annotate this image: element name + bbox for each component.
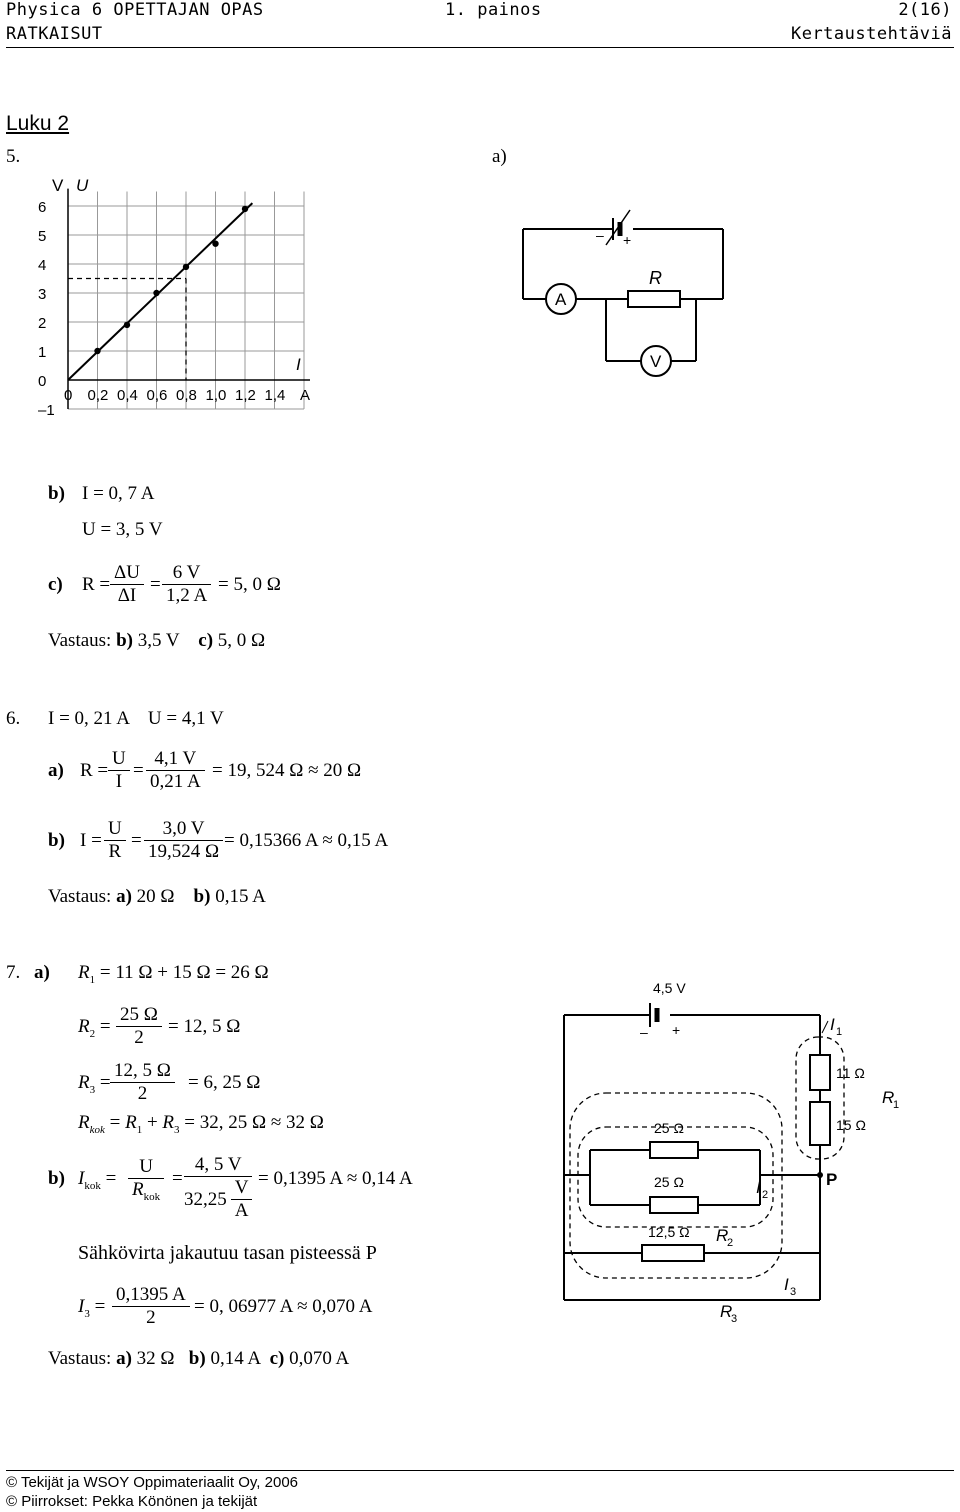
current-i3-sub: 3 bbox=[790, 1286, 797, 1298]
node-p-label: P bbox=[826, 1170, 838, 1189]
problem-6-a-fraction-values: $\frac{4,1 V}{0,21 A}$ bbox=[146, 748, 205, 793]
problem-7-r1: $R_1 = 11$ Ω + 15 Ω = 26 Ω bbox=[78, 962, 269, 986]
data-point bbox=[242, 206, 248, 212]
problem-6-b-fraction-symbols: $\frac{U}{R}$ bbox=[104, 818, 126, 863]
problem-6-given: I = 0, 21 A U = 4,1 V bbox=[48, 708, 224, 729]
header-subsection: Kertaustehtäviä bbox=[790, 24, 952, 44]
problem-6-b-result: = 0,15366 A ≈ 0,15 A bbox=[224, 830, 389, 851]
graph-tick-labels bbox=[38, 199, 310, 419]
problem-7-b-lhs: $I_{kok}$ = bbox=[78, 1168, 117, 1192]
resistor-25a-label: 25 Ω bbox=[654, 1120, 684, 1136]
battery-minus: – bbox=[640, 1024, 648, 1040]
problem-7-b-fraction-symbols: U $R_{kok}$ bbox=[128, 1156, 164, 1208]
problem-5-b-voltage: U = 3, 5 V bbox=[82, 519, 163, 540]
graph-y-symbol: U bbox=[76, 176, 89, 195]
problem-5-number: 5. bbox=[6, 146, 21, 167]
problem-7-i3-fraction: $\frac{0,1395 A}{2}$ bbox=[112, 1284, 190, 1329]
resistor-15-label: 15 Ω bbox=[836, 1117, 866, 1133]
r2-label: R bbox=[716, 1226, 729, 1245]
resistor-12-5-label: 12,5 Ω bbox=[648, 1224, 690, 1240]
x-tick-label: 0,4 bbox=[117, 387, 138, 404]
x-tick-label: 0,6 bbox=[146, 387, 168, 404]
current-i2-label: I bbox=[756, 1178, 761, 1197]
y-tick-label: 1 bbox=[38, 344, 47, 361]
x-tick-label: 1,2 bbox=[235, 387, 256, 404]
problem-5-c-lhs: R = bbox=[82, 574, 111, 595]
data-point bbox=[124, 322, 130, 328]
problem-5-c-fraction-delta: $\frac{\Delta U}{\Delta I}$ bbox=[110, 562, 144, 607]
problem-5-b-current: I = 0, 7 A bbox=[82, 483, 155, 504]
current-i2-sub: 2 bbox=[762, 1189, 769, 1201]
resistor-label: R bbox=[649, 268, 662, 288]
r3-sub: 3 bbox=[731, 1313, 738, 1325]
graph-y-unit: V bbox=[52, 176, 64, 195]
resistor-11-label: 11 Ω bbox=[836, 1065, 865, 1081]
data-point bbox=[94, 348, 100, 354]
problem-7-split-text: Sähkövirta jakautuu tasan pisteessä P bbox=[78, 1242, 377, 1264]
problem-6-b-label: b) bbox=[48, 830, 65, 851]
header-divider bbox=[6, 47, 954, 48]
problem-7-b-fraction-values: 4, 5 V 32,25 V A bbox=[184, 1154, 252, 1222]
data-point bbox=[183, 264, 189, 270]
graph-grid bbox=[68, 189, 310, 409]
battery-voltage: 4,5 V bbox=[653, 980, 686, 996]
problem-6-b-lhs: I = bbox=[80, 830, 102, 851]
graph-data-points bbox=[68, 203, 252, 380]
footer-illustrations: © Piirrokset: Pekka Könönen ja tekijät bbox=[6, 1493, 258, 1510]
footer-copyright: © Tekijät ja WSOY Oppimateriaalit Oy, 2006 bbox=[6, 1474, 299, 1491]
data-point bbox=[153, 290, 159, 296]
y-tick-label: 0 bbox=[38, 373, 47, 390]
problem-6-a-fraction-symbols: $\frac{U}{I}$ bbox=[108, 748, 130, 793]
y-tick-label: 4 bbox=[38, 257, 47, 274]
current-i3-label: I bbox=[784, 1275, 789, 1294]
problem-7-rkok: $R_{kok} = R_1 + R_3 = 32$, 25 Ω ≈ 32 Ω bbox=[78, 1112, 324, 1136]
r2-sub: 2 bbox=[727, 1237, 734, 1249]
x-tick-label: 0,8 bbox=[176, 387, 197, 404]
r1-sub: 1 bbox=[893, 1099, 900, 1111]
problem-5-b-label: b) bbox=[48, 483, 65, 504]
problem-7-a-label: a) bbox=[34, 962, 50, 983]
x-tick-label: 0,2 bbox=[87, 387, 109, 404]
problem-6-a-result: = 19, 524 Ω ≈ 20 Ω bbox=[212, 760, 362, 781]
problem-7-b-label: b) bbox=[48, 1168, 65, 1189]
ui-graph bbox=[30, 170, 320, 425]
data-point bbox=[212, 241, 218, 247]
y-tick-label: 5 bbox=[38, 228, 47, 245]
problem-7-r2-fraction: $\frac{25 \Omega}{2}$ bbox=[116, 1004, 162, 1049]
header-edition: 1. painos bbox=[445, 0, 542, 20]
header-title: Physica 6 OPETTAJAN OPAS bbox=[6, 0, 264, 20]
circuit-5a bbox=[518, 205, 728, 390]
problem-7-i3-result: = 0, 06977 A ≈ 0,070 A bbox=[194, 1296, 373, 1317]
problem-6-a-lhs: R = bbox=[80, 760, 109, 781]
problem-6-a-label: a) bbox=[48, 760, 64, 781]
problem-7-r2-lhs: $R_2$ = bbox=[78, 1016, 111, 1040]
problem-6-number: 6. bbox=[6, 708, 21, 729]
problem-5-a-label: a) bbox=[492, 146, 507, 167]
problem-5-c-fraction-values: $\frac{6 V}{1,2 A}$ bbox=[162, 562, 211, 607]
problem-7-r3-lhs: $R_3$ = bbox=[78, 1072, 111, 1096]
circuit-5a-minus: – bbox=[596, 227, 604, 243]
x-tick-label: A bbox=[300, 387, 311, 404]
x-tick-label: 1,4 bbox=[264, 387, 286, 404]
x-tick-label: 1,0 bbox=[205, 387, 227, 404]
current-i1-sub: 1 bbox=[836, 1026, 843, 1038]
problem-5-answer: Vastaus: b) 3,5 V c) 5, 0 Ω bbox=[48, 630, 266, 651]
problem-7-r2-result: = 12, 5 Ω bbox=[168, 1016, 241, 1037]
problem-7-r3-fraction: $\frac{12, 5 \Omega}{2}$ bbox=[110, 1060, 175, 1105]
r1-label: R bbox=[882, 1088, 895, 1107]
footer-divider bbox=[6, 1470, 954, 1471]
problem-5-c-label: c) bbox=[48, 574, 63, 595]
y-tick-label: 6 bbox=[38, 199, 47, 216]
circuit-7 bbox=[560, 975, 905, 1335]
node-p bbox=[817, 1172, 823, 1178]
problem-7-answer: Vastaus: a) 32 Ω b) 0,14 A c) 0,070 A bbox=[48, 1348, 350, 1369]
problem-6-answer: Vastaus: a) 20 Ω b) 0,15 A bbox=[48, 886, 266, 907]
x-tick-label: 0 bbox=[64, 387, 73, 404]
battery-plus: + bbox=[672, 1022, 681, 1038]
y-tick-label: 3 bbox=[38, 286, 47, 303]
header-page-number: 2(16) bbox=[898, 0, 952, 20]
problem-7-i3-lhs: $I_3$ = bbox=[78, 1296, 106, 1320]
r3-label: R bbox=[720, 1302, 733, 1321]
problem-6-b-fraction-values: $\frac{3,0 V}{19,524 \Omega}$ bbox=[144, 818, 223, 863]
ammeter-label: A bbox=[555, 290, 567, 309]
graph-x-symbol: I bbox=[296, 355, 301, 374]
resistor-25b-label: 25 Ω bbox=[654, 1174, 684, 1190]
y-tick-label: 2 bbox=[38, 315, 47, 332]
problem-7-r3-result: = 6, 25 Ω bbox=[188, 1072, 261, 1093]
current-i1-label: I bbox=[830, 1015, 835, 1034]
problem-5-c-result: = 5, 0 Ω bbox=[218, 574, 281, 595]
header-section: RATKAISUT bbox=[6, 24, 103, 44]
y-tick-label: –1 bbox=[38, 402, 55, 419]
chapter-heading: Luku 2 bbox=[6, 112, 70, 135]
problem-7-b-result: = 0,1395 A ≈ 0,14 A bbox=[258, 1168, 413, 1189]
circuit-5a-plus: + bbox=[623, 232, 632, 248]
voltmeter-label: V bbox=[650, 352, 662, 371]
problem-7-number: 7. bbox=[6, 962, 21, 983]
